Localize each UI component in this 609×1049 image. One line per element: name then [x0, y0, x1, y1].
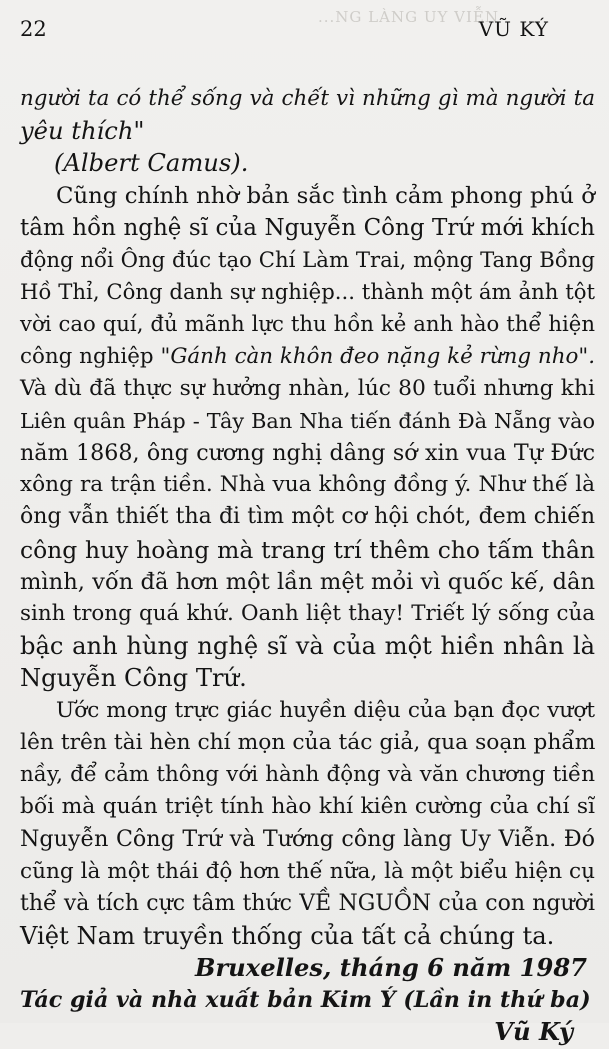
paragraph-line: bậc anh hùng nghệ sĩ và của một hiền nhân là [20, 632, 595, 661]
paragraph-line: nầy, để cảm thông với hành động và văn chương tiền [20, 761, 595, 787]
body-text [20, 83, 595, 1049]
paragraph-line: Nguyễn Công Trứ và Tướng công làng Uy Viễn. Đó [20, 826, 595, 853]
paragraph-line: mình, vốn đã hơn một lần mệt mỏi vì quốc kế, dân [20, 568, 595, 595]
paragraph-line: vời cao quí, đủ mãnh lực thu hồn kẻ anh hào thể hiện [20, 311, 595, 337]
paragraph-line: công huy hoàng mà trang trí thêm cho tấm thân [20, 535, 595, 564]
bleed-through-text: ...NG LÀNG UY VIỄN [318, 8, 499, 26]
paragraph-line: động nổi Ông đúc tạo Chí Làm Trai, mộng Tang Bồng [20, 246, 595, 272]
quote-line: người ta có thể sống và chết vì những gì mà người ta [20, 86, 595, 111]
paragraph-line: ông vẫn thiết tha đi tìm một cơ hội chót, đem chiến [20, 504, 595, 530]
paragraph-line: xông ra trận tiền. Nhà vua không đồng ý. Như thế là [20, 472, 595, 498]
paragraph-line: sinh trong quá khứ. Oanh liệt thay! Triết lý sống của [20, 601, 595, 626]
paragraph-line [20, 341, 595, 373]
quote-line: yêu thích" [20, 117, 145, 146]
quote-attribution: (Albert Camus). [54, 149, 249, 178]
paragraph-line: Cũng chính nhờ bản sắc tình cảm phong phú ở [56, 182, 595, 209]
paragraph-text: công nghiệp [20, 343, 161, 369]
running-head: VŨ KÝ [478, 17, 549, 41]
page-number: 22 [20, 17, 47, 41]
paragraph-line: Ước mong trực giác huyền diệu của bạn đọc vượt [56, 697, 595, 723]
paragraph-line: bối mà quán triệt tính hào khí kiên cường của chí sĩ [20, 794, 595, 820]
paragraph-line: Nguyễn Công Trứ. [20, 664, 247, 693]
signature-publisher: Tác giả và nhà xuất bản Kim Ý (Lần in thứ ba) [20, 987, 591, 1014]
paragraph-line: tâm hồn nghệ sĩ của Nguyễn Công Trứ mới khích [20, 214, 595, 241]
paragraph-line: Liên quân Pháp - Tây Ban Nha tiến đánh Đà Nẵng vào [20, 408, 595, 433]
signature-place-date: Bruxelles, tháng 6 năm 1987 [195, 953, 587, 983]
paragraph-line: lên trên tài hèn chí mọn của tác giả, qua soạn phẩm [20, 729, 596, 755]
paragraph-line: Việt Nam truyền thống của tất cả chúng ta. [20, 921, 555, 950]
paragraph-line: Hồ Thỉ, Công danh sự nghiệp... thành một ám ảnh tột [20, 279, 595, 305]
poem-quote: "Gánh càn khôn đeo nặng kẻ rừng nho". [160, 343, 595, 369]
paragraph-line: cũng là một thái độ hơn thế nữa, là một biểu hiện cụ [20, 858, 595, 884]
paragraph-line: năm 1868, ông cương nghị dâng sớ xin vua Tự Đức [20, 440, 595, 467]
paragraph-line: Và dù đã thực sự hưởng nhàn, lúc 80 tuổi nhưng khi [20, 375, 595, 401]
signature-author: Vũ Ký [494, 1017, 573, 1047]
paragraph-line: thể và tích cực tâm thức VỀ NGUỒN của con người [20, 890, 595, 916]
